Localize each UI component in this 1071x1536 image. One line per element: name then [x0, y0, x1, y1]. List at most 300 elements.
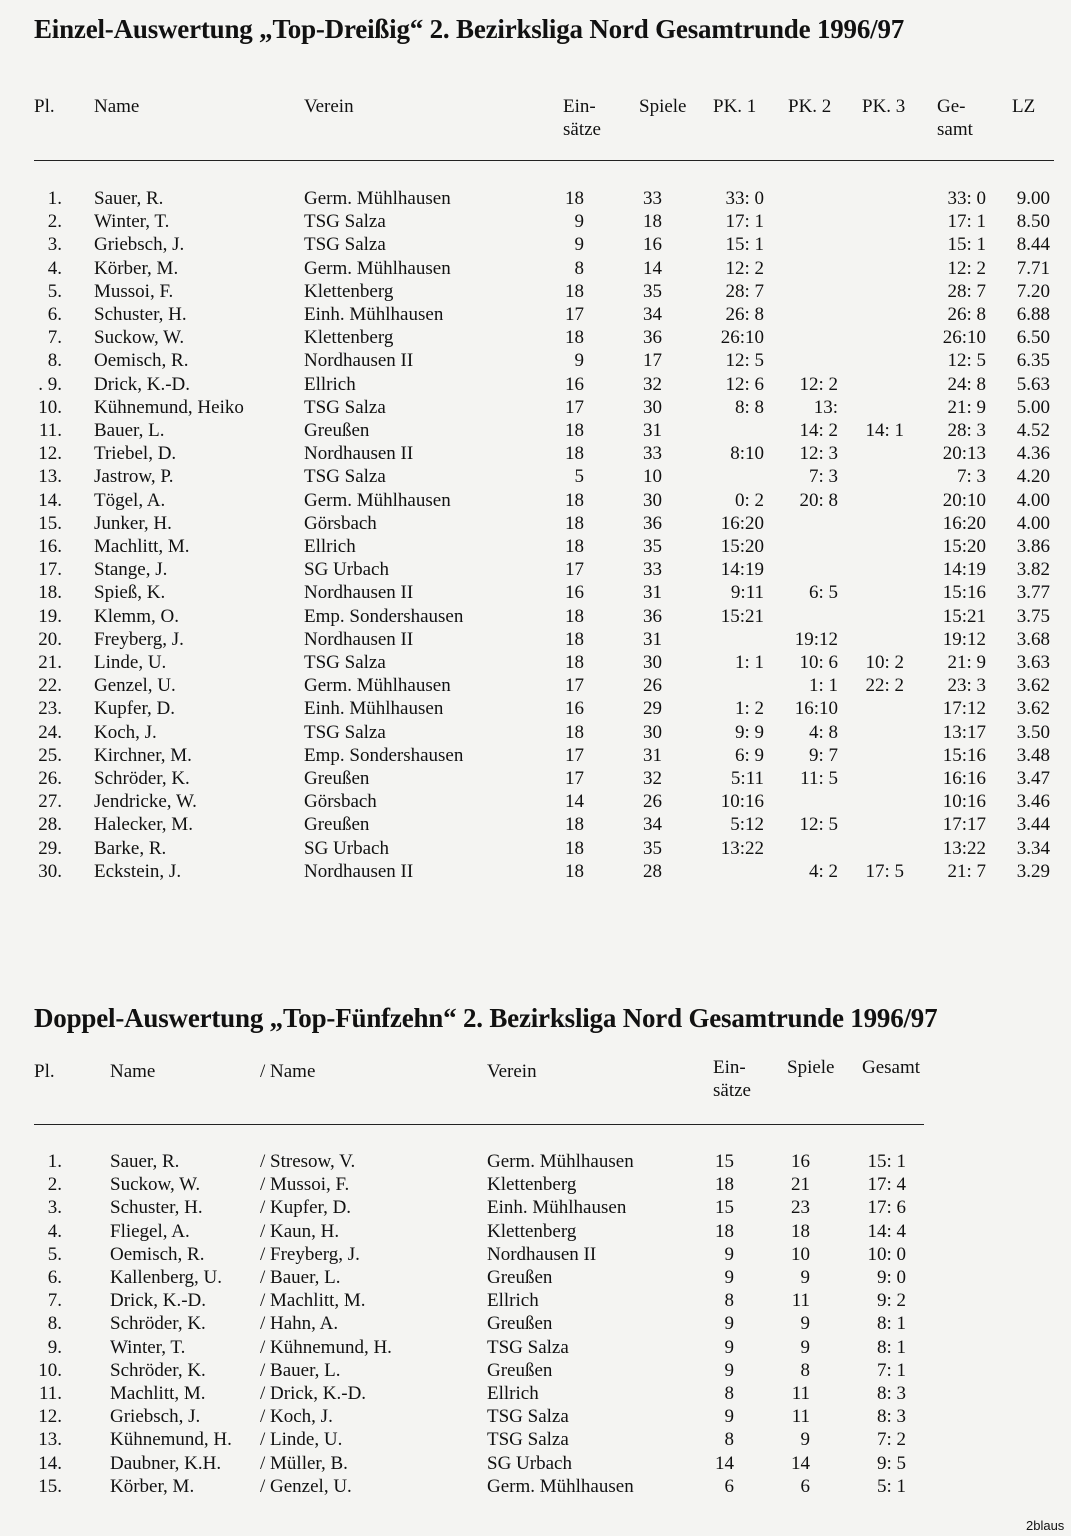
cell-gesamt: 23: 3: [947, 675, 986, 697]
cell-pl: 8.: [47, 1313, 62, 1335]
cell-lz: 3.46: [1016, 791, 1050, 813]
cell-gesamt: 9: 0: [876, 1267, 906, 1288]
header-einsaetze-1: Ein-: [563, 96, 596, 117]
cell-pk1: 6: 9: [734, 744, 764, 766]
cell-gesamt: 21: 9: [947, 396, 986, 418]
cell-pl: 10.: [38, 396, 62, 418]
cell-name: Griebsch, J.: [110, 1406, 201, 1428]
cell-pl: 7.: [47, 327, 62, 349]
cell-pl: 11.: [38, 1383, 62, 1404]
cell-spiele: 35: [643, 280, 662, 302]
cell-einsaetze: 18: [565, 188, 584, 209]
header-name: Name: [94, 96, 140, 117]
table-row: [0, 349, 1071, 372]
cell-lz: 3.62: [1016, 675, 1050, 697]
cell-lz: 8.44: [1016, 234, 1050, 256]
cell-einsaetze: 18: [715, 1174, 734, 1196]
cell-pl: 8.: [47, 350, 62, 372]
cell-spiele: 9: [800, 1429, 810, 1451]
cell-pl: 15.: [38, 512, 62, 534]
cell-name2: / Freyberg, J.: [260, 1243, 360, 1265]
cell-lz: 3.77: [1016, 582, 1050, 604]
header-einsaetze-1: Ein-: [713, 1057, 746, 1078]
cell-einsaetze: 17: [565, 304, 584, 325]
header-gesamt-1: Ge-: [937, 96, 966, 117]
cell-spiele: 30: [643, 489, 662, 511]
cell-spiele: 31: [643, 744, 662, 766]
cell-pk1: 28: 7: [725, 280, 764, 302]
cell-pk1: 9:11: [730, 582, 764, 604]
double-header-rule: [34, 1124, 924, 1125]
cell-pk1: 12: 2: [725, 257, 764, 279]
cell-pk3: 10: 2: [865, 652, 904, 673]
cell-pl: 3.: [47, 234, 62, 256]
cell-einsaetze: 17: [565, 396, 584, 418]
cell-spiele: 18: [643, 211, 662, 233]
cell-einsaetze: 9: [724, 1336, 734, 1358]
cell-einsaetze: 18: [565, 327, 584, 349]
cell-name: Triebel, D.: [94, 443, 177, 465]
cell-einsaetze: 18: [565, 814, 584, 836]
table-row: [0, 1336, 1071, 1359]
cell-verein: Greußen: [304, 814, 370, 836]
table-row: [0, 1220, 1071, 1243]
cell-verein: Greußen: [487, 1359, 553, 1381]
cell-name: Tögel, A.: [94, 489, 166, 511]
cell-name: Freyberg, J.: [94, 628, 184, 650]
cell-pl: 24.: [38, 721, 62, 743]
cell-name: Sauer, R.: [94, 188, 164, 209]
cell-verein: Einh. Mühlhausen: [304, 698, 444, 720]
header-einsaetze-2: sätze: [713, 1080, 751, 1101]
single-header-rule: [34, 160, 1054, 161]
cell-spiele: 16: [643, 234, 662, 256]
cell-name: Sauer, R.: [110, 1151, 180, 1172]
table-row: [0, 1452, 1071, 1475]
cell-name: Barke, R.: [94, 837, 167, 859]
cell-pl: 29.: [38, 837, 62, 859]
cell-lz: 4.36: [1016, 443, 1050, 465]
cell-spiele: 36: [643, 512, 662, 534]
cell-lz: 3.44: [1016, 814, 1050, 836]
cell-lz: 3.47: [1016, 768, 1050, 789]
cell-einsaetze: 18: [565, 280, 584, 302]
cell-spiele: 33: [643, 559, 662, 581]
cell-name: Klemm, O.: [94, 605, 179, 627]
cell-pk2: 12: 5: [799, 814, 838, 836]
cell-spiele: 33: [643, 188, 662, 209]
cell-verein: Greußen: [487, 1267, 553, 1288]
cell-gesamt: 7: 2: [876, 1429, 906, 1451]
cell-pk1: 5:12: [730, 814, 764, 836]
cell-gesamt: 16:16: [942, 768, 986, 789]
cell-verein: TSG Salza: [487, 1336, 569, 1358]
cell-name: Suckow, W.: [94, 327, 185, 349]
cell-einsaetze: 9: [574, 234, 584, 256]
table-row: [0, 1405, 1071, 1428]
cell-lz: 3.50: [1016, 721, 1050, 743]
cell-name: Kirchner, M.: [94, 744, 192, 766]
cell-pl: 21.: [38, 652, 62, 673]
header-gesamt-2: samt: [937, 119, 973, 140]
table-row: [0, 280, 1071, 303]
cell-pk2: 12: 2: [799, 373, 838, 395]
cell-einsaetze: 15: [715, 1151, 734, 1172]
table-row: [0, 396, 1071, 419]
table-row: [0, 326, 1071, 349]
cell-name2: / Genzel, U.: [260, 1475, 352, 1497]
cell-gesamt: 15:16: [942, 582, 986, 604]
cell-pl: 22.: [38, 675, 62, 697]
cell-lz: 5.63: [1016, 373, 1050, 395]
table-row: [0, 1312, 1071, 1335]
cell-pl: 2.: [47, 211, 62, 233]
cell-pk1: 8: 8: [734, 396, 764, 418]
cell-name: Linde, U.: [94, 652, 167, 673]
cell-gesamt: 21: 7: [947, 860, 986, 882]
cell-name: Genzel, U.: [94, 675, 176, 697]
cell-name: Machlitt, M.: [94, 536, 190, 557]
cell-einsaetze: 5: [574, 466, 584, 488]
cell-verein: Nordhausen II: [304, 628, 414, 650]
cell-spiele: 9: [800, 1313, 810, 1335]
cell-gesamt: 10: 0: [867, 1243, 906, 1265]
cell-spiele: 29: [643, 698, 662, 720]
table-row: [0, 558, 1071, 581]
cell-verein: Germ. Mühlhausen: [304, 188, 451, 209]
cell-gesamt: 12: 5: [947, 350, 986, 372]
cell-pk2: 10: 6: [799, 652, 838, 673]
single-title: Einzel-Auswertung „Top-Dreißig“ 2. Bezirksliga Nord Gesamtrunde 1996/97: [34, 14, 905, 44]
cell-gesamt: 12: 2: [947, 257, 986, 279]
cell-einsaetze: 18: [565, 721, 584, 743]
cell-gesamt: 26:10: [942, 327, 986, 349]
header-pk1: PK. 1: [713, 96, 757, 117]
cell-name: Halecker, M.: [94, 814, 193, 836]
cell-name: Körber, M.: [94, 257, 179, 279]
cell-spiele: 14: [643, 257, 662, 279]
table-row: [0, 1150, 1071, 1173]
cell-verein: TSG Salza: [487, 1429, 569, 1451]
cell-pl: 14.: [38, 1452, 62, 1474]
cell-pl: 30.: [38, 860, 62, 882]
table-row: [0, 535, 1071, 558]
cell-pk1: 26: 8: [725, 304, 764, 325]
cell-pl: 5.: [47, 280, 62, 302]
cell-pk1: 33: 0: [725, 188, 764, 209]
cell-gesamt: 28: 7: [947, 280, 986, 302]
cell-pl: 10.: [38, 1359, 62, 1381]
cell-name2: / Müller, B.: [260, 1452, 348, 1474]
table-row: [0, 813, 1071, 836]
cell-pl: 13.: [38, 1429, 62, 1451]
cell-name: Schröder, K.: [94, 768, 190, 789]
cell-lz: 7.71: [1016, 257, 1050, 279]
cell-spiele: 34: [643, 304, 662, 325]
cell-lz: 5.00: [1016, 396, 1050, 418]
cell-pl: 4.: [47, 257, 62, 279]
cell-pl: 25.: [38, 744, 62, 766]
cell-verein: TSG Salza: [304, 396, 386, 418]
cell-pl: 15.: [38, 1475, 62, 1497]
cell-gesamt: 28: 3: [947, 420, 986, 441]
table-row: [0, 674, 1071, 697]
cell-pl: 4.: [47, 1220, 62, 1242]
header-lz: LZ: [1012, 96, 1036, 117]
cell-name: Kühnemund, H.: [110, 1429, 232, 1451]
cell-gesamt: 17: 1: [947, 211, 986, 233]
cell-pl: 6.: [47, 1267, 62, 1288]
cell-gesamt: 14:19: [942, 559, 986, 581]
cell-lz: 4.00: [1016, 512, 1050, 534]
cell-verein: Görsbach: [304, 512, 377, 534]
cell-pl: 1.: [47, 1151, 62, 1172]
cell-name2: / Koch, J.: [260, 1406, 333, 1428]
cell-einsaetze: 6: [724, 1475, 734, 1497]
cell-spiele: 31: [643, 582, 662, 604]
cell-einsaetze: 18: [565, 837, 584, 859]
cell-spiele: 18: [791, 1220, 810, 1242]
cell-pk2: 1: 1: [808, 675, 838, 697]
cell-gesamt: 33: 0: [947, 188, 986, 209]
cell-verein: Einh. Mühlhausen: [304, 304, 444, 325]
header-spiele: Spiele: [639, 96, 687, 117]
cell-pl: 13.: [38, 466, 62, 488]
cell-spiele: 35: [643, 837, 662, 859]
cell-pk1: 12: 5: [725, 350, 764, 372]
cell-pl: 17.: [38, 559, 62, 581]
cell-lz: 3.82: [1016, 559, 1050, 581]
cell-verein: Einh. Mühlhausen: [487, 1197, 627, 1219]
table-row: [0, 489, 1071, 512]
cell-pk2: 13:: [813, 396, 838, 418]
cell-pk2: 9: 7: [808, 744, 838, 766]
cell-einsaetze: 9: [724, 1313, 734, 1335]
cell-gesamt: 7: 1: [876, 1359, 906, 1381]
cell-spiele: 16: [791, 1151, 810, 1172]
cell-spiele: 30: [643, 721, 662, 743]
cell-pk1: 26:10: [720, 327, 764, 349]
cell-spiele: 11: [791, 1406, 810, 1428]
cell-verein: Klettenberg: [487, 1220, 577, 1242]
cell-pl: 19.: [38, 605, 62, 627]
cell-name: Jendricke, W.: [94, 791, 197, 813]
cell-name2: / Kupfer, D.: [260, 1197, 352, 1219]
cell-gesamt: 9: 2: [876, 1290, 906, 1312]
cell-gesamt: 10:16: [942, 791, 986, 813]
cell-name: Kupfer, D.: [94, 698, 176, 720]
cell-name: Oemisch, R.: [94, 350, 189, 372]
cell-name: Mussoi, F.: [94, 280, 174, 302]
cell-pk2: 16:10: [794, 698, 838, 720]
cell-einsaetze: 8: [724, 1290, 734, 1312]
cell-einsaetze: 17: [565, 675, 584, 697]
cell-spiele: 30: [643, 652, 662, 673]
header-pl: Pl.: [34, 1061, 55, 1082]
table-row: [0, 1382, 1071, 1405]
table-row: [0, 257, 1071, 280]
cell-einsaetze: 18: [715, 1220, 734, 1242]
cell-spiele: 23: [791, 1197, 810, 1219]
cell-gesamt: 15:16: [942, 744, 986, 766]
cell-name: Machlitt, M.: [110, 1383, 206, 1404]
cell-gesamt: 17: 6: [867, 1197, 906, 1219]
cell-pk2: 4: 8: [808, 721, 838, 743]
cell-pk2: 4: 2: [808, 860, 838, 882]
cell-pl: . 9.: [38, 373, 62, 395]
cell-name: Kallenberg, U.: [110, 1267, 223, 1288]
cell-name: Schröder, K.: [110, 1359, 206, 1381]
cell-spiele: 8: [800, 1359, 810, 1381]
cell-name: Bauer, L.: [94, 420, 165, 441]
cell-einsaetze: 18: [565, 860, 584, 882]
table-row: [0, 697, 1071, 720]
header-verein: Verein: [487, 1061, 537, 1082]
cell-name: Schuster, H.: [94, 304, 187, 325]
cell-spiele: 31: [643, 628, 662, 650]
table-row: [0, 1359, 1071, 1382]
cell-name: Suckow, W.: [110, 1174, 201, 1196]
cell-gesamt: 15:21: [942, 605, 986, 627]
cell-name2: / Bauer, L.: [260, 1267, 341, 1288]
cell-verein: Görsbach: [304, 791, 377, 813]
cell-verein: Nordhausen II: [304, 582, 414, 604]
cell-pl: 3.: [47, 1197, 62, 1219]
cell-pk2: 19:12: [794, 628, 838, 650]
cell-lz: 6.35: [1016, 350, 1050, 372]
cell-gesamt: 8: 1: [876, 1313, 906, 1335]
cell-einsaetze: 17: [565, 768, 584, 789]
cell-gesamt: 17:17: [942, 814, 986, 836]
cell-name: Oemisch, R.: [110, 1243, 205, 1265]
cell-pk1: 17: 1: [725, 211, 764, 233]
cell-name: Körber, M.: [110, 1475, 195, 1497]
cell-pl: 6.: [47, 304, 62, 325]
cell-pk3: 14: 1: [865, 420, 904, 441]
cell-name: Stange, J.: [94, 559, 168, 581]
cell-gesamt: 13:22: [942, 837, 986, 859]
cell-name: Schuster, H.: [110, 1197, 203, 1219]
cell-name: Winter, T.: [110, 1336, 186, 1358]
cell-pk2: 12: 3: [799, 443, 838, 465]
cell-name: Kühnemund, Heiko: [94, 396, 244, 418]
cell-name: Eckstein, J.: [94, 860, 182, 882]
table-row: [0, 419, 1071, 442]
cell-pk1: 1: 2: [734, 698, 764, 720]
cell-spiele: 33: [643, 443, 662, 465]
cell-pk3: 22: 2: [865, 675, 904, 697]
table-row: [0, 628, 1071, 651]
cell-pl: 18.: [38, 582, 62, 604]
cell-spiele: 26: [643, 791, 662, 813]
table-row: [0, 790, 1071, 813]
table-row: [0, 373, 1071, 396]
cell-lz: 3.63: [1016, 652, 1050, 673]
cell-einsaetze: 15: [715, 1197, 734, 1219]
cell-name2: / Bauer, L.: [260, 1359, 341, 1381]
cell-einsaetze: 18: [565, 489, 584, 511]
cell-name: Winter, T.: [94, 211, 170, 233]
cell-lz: 9.00: [1016, 188, 1050, 209]
table-row: [0, 767, 1071, 790]
table-row: [0, 860, 1071, 883]
cell-name: Drick, K.-D.: [94, 373, 191, 395]
cell-gesamt: 20:10: [942, 489, 986, 511]
cell-name2: / Hahn, A.: [260, 1313, 339, 1335]
header-name: Name: [110, 1061, 156, 1082]
table-row: [0, 187, 1071, 210]
cell-einsaetze: 14: [565, 791, 584, 813]
cell-einsaetze: 18: [565, 443, 584, 465]
cell-lz: 6.50: [1016, 327, 1050, 349]
table-row: [0, 1475, 1071, 1498]
cell-name2: / Kühnemund, H.: [260, 1336, 392, 1358]
cell-lz: 4.52: [1016, 420, 1050, 441]
cell-einsaetze: 8: [724, 1383, 734, 1404]
cell-gesamt: 15: 1: [867, 1151, 906, 1172]
cell-spiele: 10: [643, 466, 662, 488]
table-row: [0, 1173, 1071, 1196]
cell-name: Fliegel, A.: [110, 1220, 190, 1242]
cell-einsaetze: 9: [724, 1359, 734, 1381]
cell-einsaetze: 18: [565, 536, 584, 557]
table-row: [0, 210, 1071, 233]
cell-einsaetze: 18: [565, 512, 584, 534]
cell-einsaetze: 9: [574, 350, 584, 372]
cell-spiele: 34: [643, 814, 662, 836]
cell-spiele: 36: [643, 605, 662, 627]
cell-pl: 7.: [47, 1290, 62, 1312]
cell-pk1: 15: 1: [725, 234, 764, 256]
cell-einsaetze: 16: [565, 373, 584, 395]
cell-verein: Emp. Sondershausen: [304, 605, 464, 627]
cell-pl: 14.: [38, 489, 62, 511]
cell-spiele: 21: [791, 1174, 810, 1196]
table-row: [0, 1289, 1071, 1312]
cell-lz: 3.75: [1016, 605, 1050, 627]
cell-name: Jastrow, P.: [94, 466, 174, 488]
table-row: [0, 1196, 1071, 1219]
cell-pk2: 20: 8: [799, 489, 838, 511]
cell-verein: Ellrich: [304, 373, 356, 395]
cell-name2: / Machlitt, M.: [260, 1290, 366, 1312]
header-gesamt: Gesamt: [862, 1057, 921, 1078]
cell-pk1: 15:21: [720, 605, 764, 627]
cell-pk1: 12: 6: [725, 373, 764, 395]
cell-spiele: 28: [643, 860, 662, 882]
cell-einsaetze: 17: [565, 559, 584, 581]
cell-pk2: 7: 3: [808, 466, 838, 488]
cell-name: Koch, J.: [94, 721, 157, 743]
cell-verein: Ellrich: [487, 1290, 539, 1312]
cell-verein: Klettenberg: [304, 280, 394, 302]
cell-name2: / Kaun, H.: [260, 1220, 340, 1242]
table-row: [0, 605, 1071, 628]
cell-lz: 4.20: [1016, 466, 1050, 488]
cell-gesamt: 5: 1: [876, 1475, 906, 1497]
cell-pl: 28.: [38, 814, 62, 836]
cell-spiele: 35: [643, 536, 662, 557]
cell-spiele: 32: [643, 768, 662, 789]
cell-spiele: 30: [643, 396, 662, 418]
cell-gesamt: 14: 4: [867, 1220, 906, 1242]
cell-pl: 11.: [38, 420, 62, 441]
cell-einsaetze: 9: [724, 1243, 734, 1265]
cell-spiele: 6: [800, 1475, 810, 1497]
cell-spiele: 31: [643, 420, 662, 441]
cell-einsaetze: 8: [574, 257, 584, 279]
cell-pl: 2.: [47, 1174, 62, 1196]
